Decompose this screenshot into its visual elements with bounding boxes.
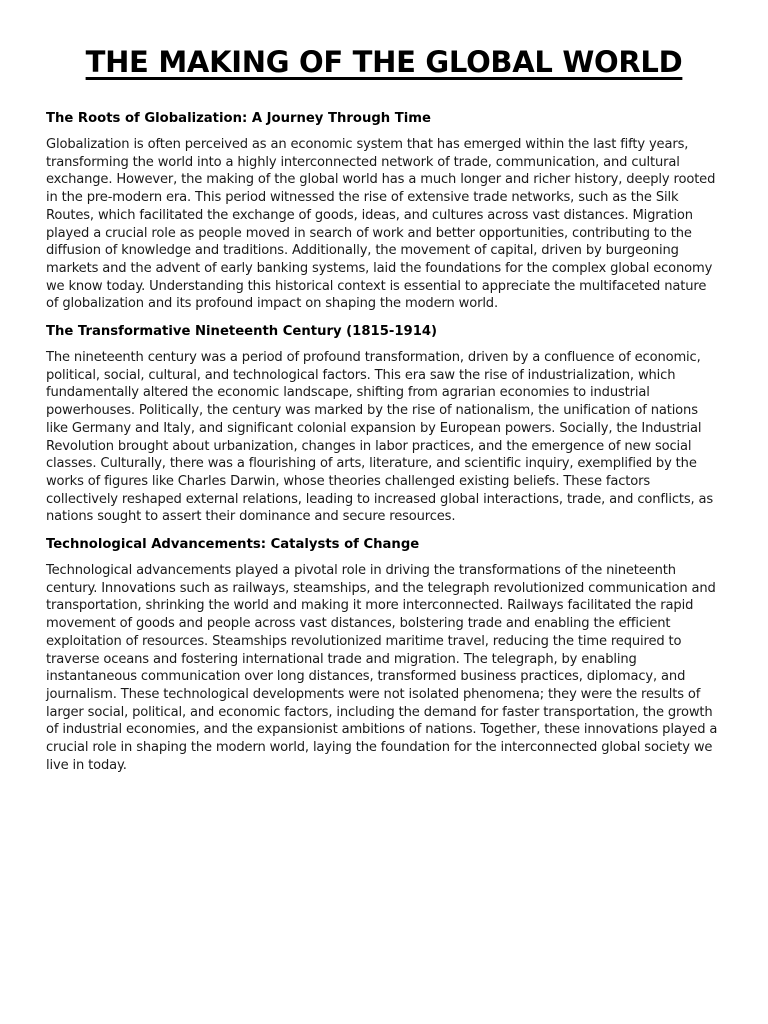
document-page [46, 40, 722, 785]
section-body: Technological advancements played a pivotal role in driving the transformations of the nineteenth century. Innovations such as railways, steamships, and the telegraph revolutionized communication and transportation, shrinking the world and making it more interconnected. Railways facilitated the rapid movement of goods and people across vast distances, bolstering trade and enabling the efficient exploitation of resources. Steamships revolutionized maritime travel, reducing the time required to traverse oceans and fostering international trade and migration. The telegraph, by enabling instantaneous communication over long distances, transformed business practices, diplomacy, and journalism. These technological developments were not isolated phenomena; they were the results of larger social, political, and economic factors, including the demand for faster transportation, the growth of industrial economies, and the expansionist ambitions of nations. Together, these innovations played a crucial role in shaping the modern world, laying the foundation for the interconnected global society we live in today. [46, 563, 718, 773]
section-body: The nineteenth century was a period of profound transformation, driven by a confluence of economic, political, social, cultural, and technological factors. This era saw the rise of industrialization, which fundamentally altered the economic landscape, shifting from agrarian economies to industrial powerhouses. Politically, the century was marked by the rise of nationalism, the unification of nations like Germany and Italy, and significant colonial expansion by European powers. Socially, the Industrial Revolution brought about urbanization, changes in labor practices, and the emergence of new social classes. Culturally, there was a flourishing of arts, literature, and scientific inquiry, exemplified by the works of figures like Charles Darwin, whose theories challenged existing beliefs. These factors collectively reshaped external relations, leading to increased global interactions, trade, and conflicts, as nations sought to assert their dominance and secure resources. [46, 350, 714, 525]
section-nineteenth-century [46, 323, 722, 526]
section-heading: The Roots of Globalization: A Journey Through Time [46, 111, 431, 126]
section-heading: The Transformative Nineteenth Century (1815-1914) [46, 324, 438, 340]
document-title: THE MAKING OF THE GLOBAL WORLD [85, 45, 683, 79]
section-body: Globalization is often perceived as an economic system that has emerged within the last fifty years, transforming the world into a highly interconnected network of trade, communication, and cultural exchange. However, the making of the global world has a much longer and richer history, deeply rooted in the pre-modern era. This period witnessed the rise of extensive trade networks, such as the Silk Routes, which facilitated the exchange of goods, ideas, and cultures across vast distances. Migration played a crucial role as people moved in search of work and better opportunities, contributing to the diffusion of knowledge and traditions. Additionally, the movement of capital, driven by burgeoning markets and the advent of early banking systems, laid the foundations for the complex global economy we know today. Understanding this historical context is essential to appreciate the multifaceted nature of globalization and its profound impact on shaping the modern world. [46, 137, 716, 312]
section-roots-of-globalization [46, 110, 722, 313]
section-technological-advancements [46, 536, 722, 774]
section-heading: Technological Advancements: Catalysts of Change [46, 537, 420, 553]
